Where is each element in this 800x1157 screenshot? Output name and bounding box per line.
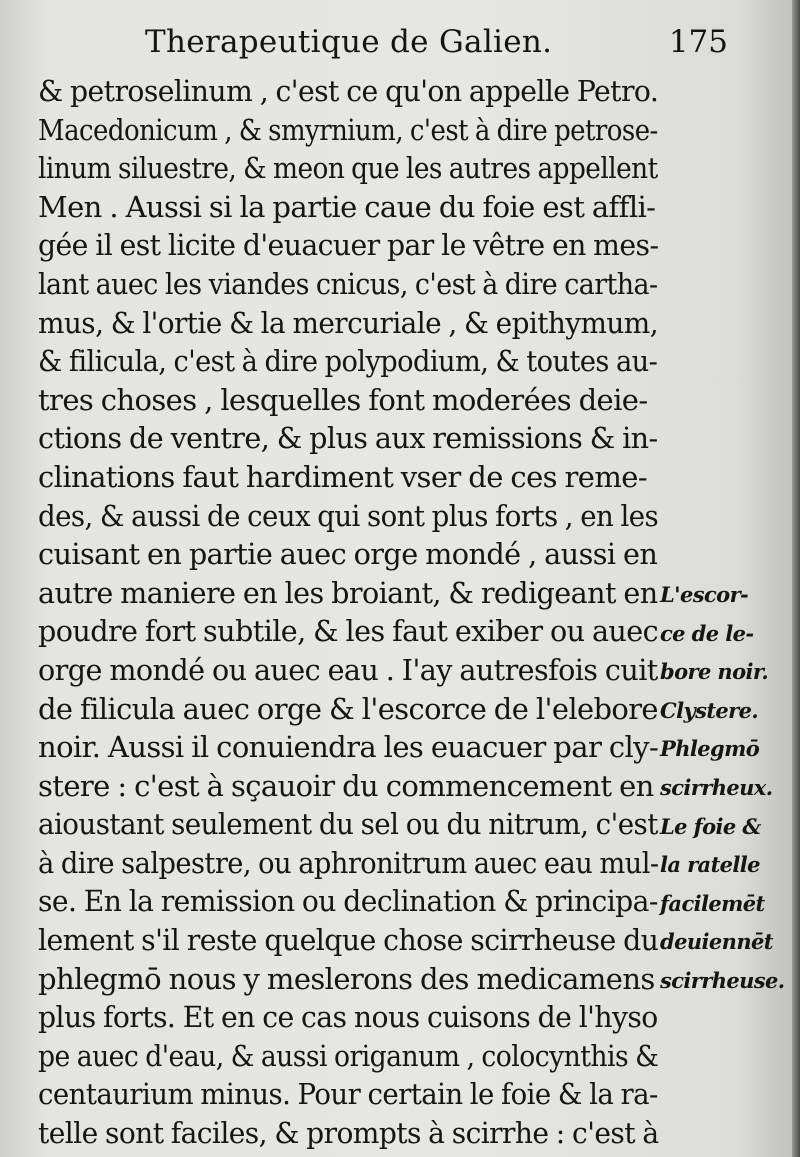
text-line: Men . Aussi si la partie caue du foie est affli- xyxy=(38,189,656,224)
margin-note-line: L'escor- xyxy=(660,582,749,607)
text-line: plus forts. Et en ce cas nous cuisons de l'hyso xyxy=(38,1000,658,1035)
text-line: mus, & l'ortie & la mercuriale , & epithymum, xyxy=(38,305,659,340)
margin-note-line: bore noir. xyxy=(660,659,769,685)
text-line: se. En la remission ou declination & principa- xyxy=(38,884,658,919)
text-line: stere : c'est à sçauoir du commencement en xyxy=(38,768,654,803)
text-line: tres choses , lesquelles font moderées deie- xyxy=(38,382,648,417)
margin-note-line: Le foie & xyxy=(660,813,761,839)
text-line: de filicula auec orge & l'escorce de l'elebore xyxy=(38,691,658,726)
margin-note-line: la ratelle xyxy=(660,852,760,878)
text-line: linum siluestre, & meon que les autres appellent xyxy=(38,151,658,186)
text-line: & petroselinum , c'est ce qu'on appelle Petro. xyxy=(38,74,659,108)
text-line: clinations faut hardiment vser de ces reme- xyxy=(38,459,648,494)
margin-note-line: scirrheux. xyxy=(660,774,773,800)
text-line: lement s'il reste quelque chose scirrheuse du xyxy=(38,923,659,958)
text-line: & filicula, c'est à dire polypodium, & toutes au- xyxy=(38,344,658,379)
text-line: gée il est licite d'euacuer par le vêtre en mes- xyxy=(38,228,659,263)
text-line: à dire salpestre, ou aphronitrum auec eau mul- xyxy=(38,845,659,880)
text-line: centaurium minus. Pour certain le foie & la ra- xyxy=(38,1077,658,1112)
margin-note-line: scirrheuse. xyxy=(660,967,785,993)
text-line: pe auec d'eau, & aussi origanum , colocynthis & xyxy=(38,1038,659,1073)
text-line: noir. Aussi il conuiendra les euacuer par cly- xyxy=(38,730,659,765)
text-line: cuisant en partie auec orge mondé , aussi en xyxy=(38,537,658,572)
page-header xyxy=(40,24,780,64)
margin-note-line: deuiennēt xyxy=(660,929,773,955)
margin-note-line: facilemēt xyxy=(660,890,765,916)
text-line: aioustant seulement du sel ou du nitrum, c'est xyxy=(38,807,658,842)
running-title: Therapeutique de Galien. xyxy=(145,24,553,60)
text-line: autre maniere en les broiant, & redigeant en xyxy=(38,575,658,610)
text-line: des, & aussi de ceux qui sont plus forts , en les xyxy=(38,498,659,533)
text-line: telle sont faciles, & prompts à scirrhe : c'est à xyxy=(38,1116,659,1151)
body-text xyxy=(38,72,660,1153)
margin-note-line: Clystere. xyxy=(660,697,759,723)
margin-note-line: ce de le- xyxy=(660,620,754,646)
margin-note-line: Phlegmō xyxy=(660,736,760,762)
page-gutter-shadow xyxy=(792,0,800,1157)
text-line: ctions de ventre, & plus aux remissions & in- xyxy=(38,421,658,456)
text-line: orge mondé ou auec eau . I'ay autresfois cuit xyxy=(38,652,658,687)
text-line: Macedonicum , & smyrnium, c'est à dire petrose- xyxy=(38,112,658,147)
text-line: lant auec les viandes cnicus, c'est à dire cartha- xyxy=(38,266,658,301)
text-line: poudre fort subtile, & les faut exiber ou auec xyxy=(38,614,659,649)
page-number: 175 xyxy=(668,24,728,60)
text-line: phlegmō nous y meslerons des medicamens xyxy=(38,961,655,996)
margin-notes xyxy=(660,576,800,1001)
